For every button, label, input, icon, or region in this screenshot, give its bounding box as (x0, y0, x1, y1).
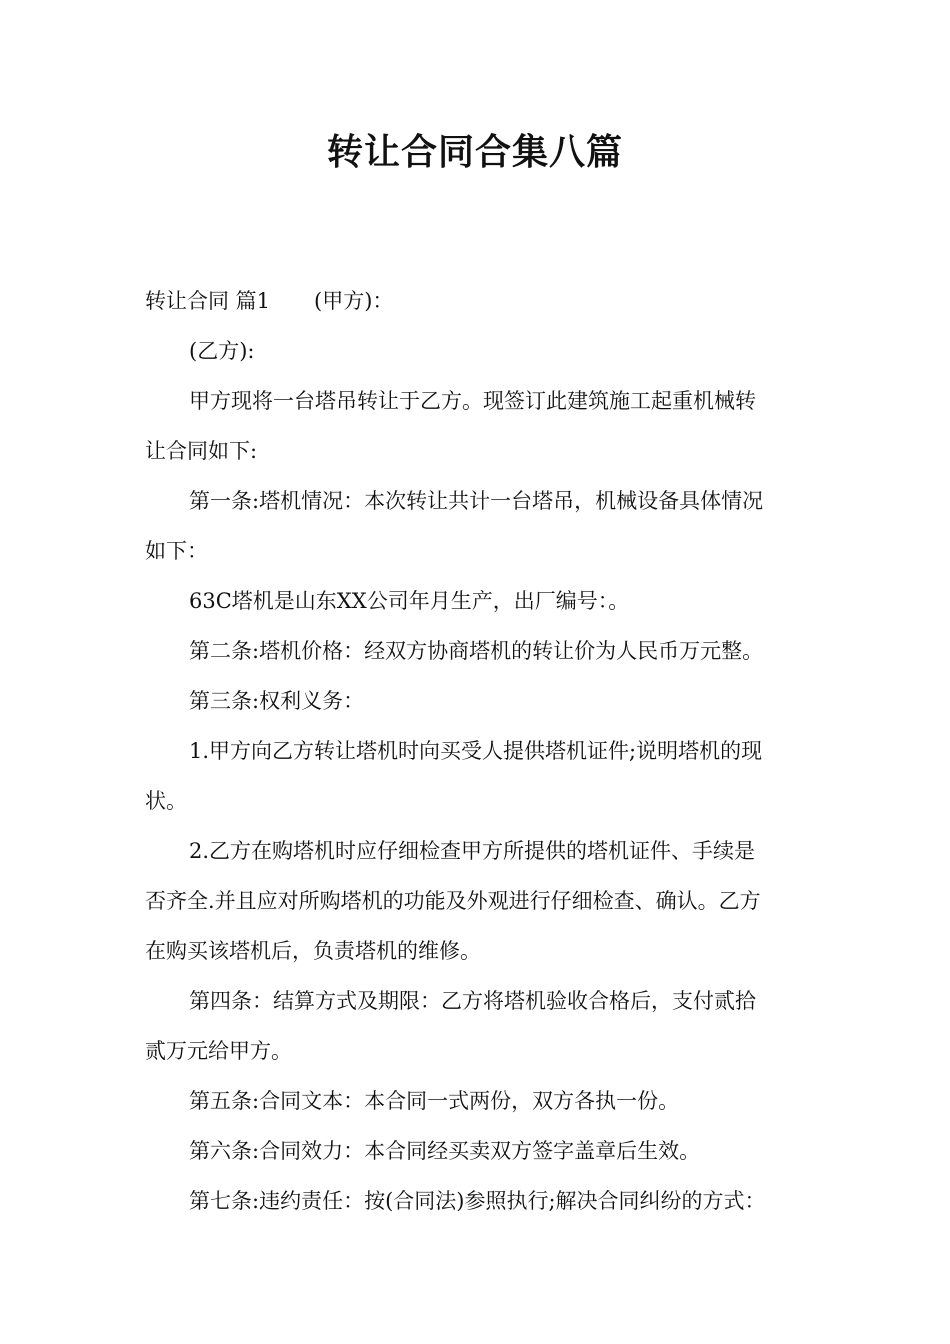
paragraph-line: 第六条:合同效力：本合同经买卖双方签字盖章后生效。 (189, 1139, 701, 1163)
paragraph-line: 否齐全.并且应对所购塔机的功能及外观进行仔细检查、确认。乙方 (145, 889, 761, 913)
paragraph-line: 让合同如下: (145, 439, 258, 463)
paragraph-line: 在购买该塔机后，负责塔机的维修。 (145, 939, 481, 963)
paragraph-line: (乙方): (189, 339, 255, 363)
paragraph-line: 2.乙方在购塔机时应仔细检查甲方所提供的塔机证件、手续是 (189, 839, 756, 863)
paragraph-line: 如下： (145, 539, 208, 563)
paragraph-line: 第七条:违约责任：按(合同法)参照执行;解决合同纠纷的方式： (189, 1189, 766, 1213)
paragraph-line: 1.甲方向乙方转让塔机时向买受人提供塔机证件;说明塔机的现 (189, 739, 763, 763)
paragraph-line: 63C塔机是山东XX公司年月生产，出厂编号：。 (189, 589, 630, 613)
party-a-label: (甲方)： (314, 289, 394, 313)
paragraph-line: 第五条:合同文本：本合同一式两份，双方各执一份。 (189, 1089, 680, 1113)
paragraph-line: 第三条:权利义务： (189, 689, 365, 713)
paragraph-line: 贰万元给甲方。 (145, 1039, 292, 1063)
paragraph-line: 状。 (145, 789, 187, 813)
document-body (145, 283, 810, 1233)
paragraph-line: 第四条：结算方式及期限：乙方将塔机验收合格后，支付贰拾 (189, 989, 756, 1013)
section-heading: 转让合同 篇1 (145, 289, 271, 313)
paragraph-line: 甲方现将一台塔吊转让于乙方。现签订此建筑施工起重机械转 (189, 389, 756, 413)
paragraph-line (145, 283, 810, 333)
document-title: 转让合同合集八篇 (326, 132, 623, 173)
paragraph-line: 第一条:塔机情况：本次转让共计一台塔吊，机械设备具体情况 (189, 489, 764, 513)
paragraph-line: 第二条:塔机价格：经双方协商塔机的转让价为人民币万元整。 (189, 639, 764, 663)
